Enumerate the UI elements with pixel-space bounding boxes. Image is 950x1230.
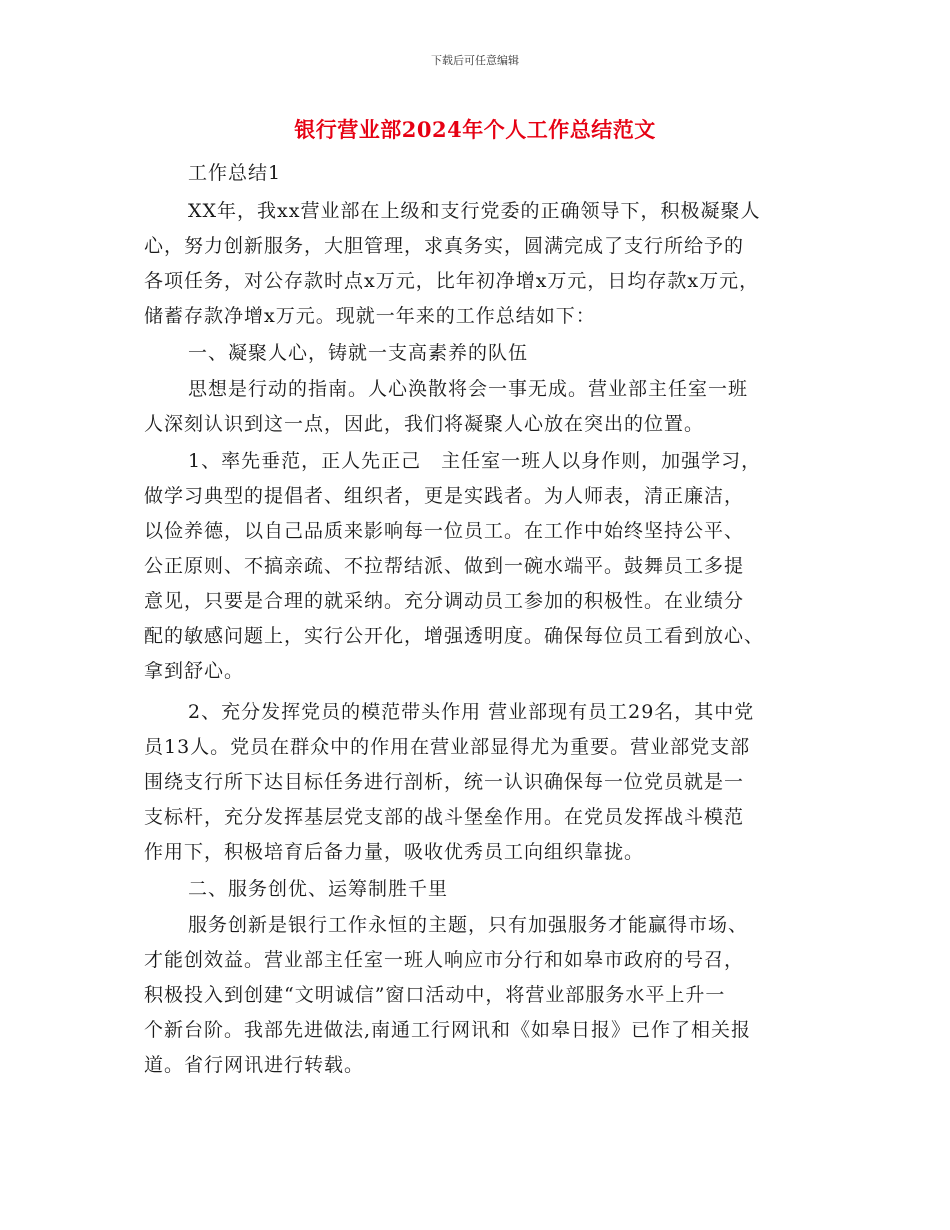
text-line: 储蓄存款净增x万元。现就一年来的工作总结如下： xyxy=(144,305,596,327)
text-line: 个新台阶。我部先进做法,南通工行网讯和《如皋日报》已作了相关报 xyxy=(144,1019,752,1041)
text-line: 1、率先垂范，正人先正己 主任室一班人以身作则，加强学习， xyxy=(188,450,762,472)
text-line: 积极投入到创建“文明诚信”窗口活动中，将营业部服务水平上升一 xyxy=(144,984,726,1006)
text-line: 配的敏感问题上，实行公开化，增强透明度。确保每位员工看到放心、 xyxy=(144,625,765,647)
text-line: 思想是行动的指南。人心涣散将会一事无成。营业部主任室一班 xyxy=(188,378,749,400)
text-line: 围绕支行所下达目标任务进行剖析，统一认识确保每一位党员就是一 xyxy=(144,771,745,793)
text-line: 做学习典型的提倡者、组织者，更是实践者。为人师表，清正廉洁， xyxy=(144,485,745,507)
page-header: 下载后可任意编辑 xyxy=(431,54,519,67)
text-line: 各项任务，对公存款时点x万元，比年初净增x万元，日均存款x万元， xyxy=(144,270,760,292)
text-line: 作用下，积极培育后备力量，吸收优秀员工向组织靠拢。 xyxy=(144,841,645,863)
text-line: 服务创新是银行工作永恒的主题，只有加强服务才能赢得市场、 xyxy=(188,914,749,936)
text-line: 心，努力创新服务，大胆管理，求真务实，圆满完成了支行所给予的 xyxy=(144,235,745,257)
text-line: XX年，我xx营业部在上级和支行党委的正确领导下，积极凝聚人 xyxy=(188,200,761,222)
text-line: 支标杆，充分发挥基层党支部的战斗堡垒作用。在党员发挥战斗模范 xyxy=(144,806,745,828)
text-line: 意见，只要是合理的就采纳。充分调动员工参加的积极性。在业绩分 xyxy=(144,590,745,612)
text-line: 人深刻认识到这一点，因此，我们将凝聚人心放在突出的位置。 xyxy=(144,413,705,435)
text-line: 拿到舒心。 xyxy=(144,660,245,682)
text-line: 才能创效益。营业部主任室一班人响应市分行和如皋市政府的号召， xyxy=(144,949,745,971)
text-line: 道。省行网讯进行转载。 xyxy=(144,1054,365,1076)
text-line: 以俭养德，以自己品质来影响每一位员工。在工作中始终坚持公平、 xyxy=(144,520,745,542)
text-line: 2、充分发挥党员的模范带头作用 营业部现有员工29名，其中党 xyxy=(188,701,755,723)
text-line: 员13人。党员在群众中的作用在营业部显得尤为重要。营业部党支部 xyxy=(144,736,751,758)
document-title: 银行营业部2024年个人工作总结范文 xyxy=(294,117,656,142)
text-line: 工作总结1 xyxy=(188,162,282,184)
section-heading: 一、凝聚人心，铸就一支高素养的队伍 xyxy=(188,342,529,364)
text-line: 公正原则、不搞亲疏、不拉帮结派、做到一碗水端平。鼓舞员工多提 xyxy=(144,555,745,577)
section-heading: 二、服务创优、运筹制胜千里 xyxy=(188,878,449,900)
